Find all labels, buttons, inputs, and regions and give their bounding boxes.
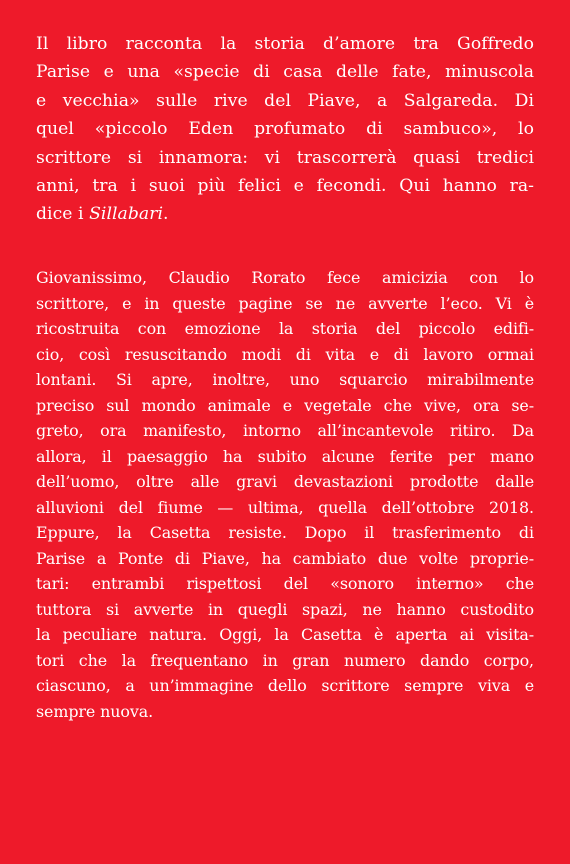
body-line: tuttora si avverte in quegli spazi, ne hanno custodito <box>36 599 534 619</box>
intro-last-line-suffix: . <box>163 204 169 225</box>
intro-line: quel «piccolo Eden profumato di sambuco», lo <box>36 119 534 140</box>
body-line: Giovanissimo, Claudio Rorato fece amicizia con lo <box>36 268 534 287</box>
body-line: allora, il paesaggio ha subito alcune ferite per mano <box>36 446 534 466</box>
intro-line: scrittore si innamora: vi trascorrerà quasi tredici <box>36 147 534 168</box>
intro-paragraph <box>36 30 534 229</box>
body-line: ciascuno, a un’immagine dello scrittore sempre viva e <box>36 676 534 695</box>
intro-line: e vecchia» sulle rive del Piave, a Salgareda. Di <box>36 90 534 111</box>
body-line: greto, ora manifesto, intorno all’incantevole ritiro. Da <box>36 421 534 440</box>
body-line: cio, così resuscitando modi di vita e di lavoro ormai <box>36 344 534 364</box>
intro-line: Il libro racconta la storia d’amore tra Goffredo <box>36 34 534 54</box>
body-line: la peculiare natura. Oggi, la Casetta è aperta ai visita- <box>36 625 534 644</box>
body-line: Eppure, la Casetta resiste. Dopo il trasferimento di <box>36 523 534 542</box>
body-last-line: sempre nuova. <box>36 701 154 721</box>
book-title-sillabari: Sillabari <box>89 204 164 225</box>
body-line: dell’uomo, oltre alle gravi devastazioni prodotte dalle <box>36 472 534 491</box>
body-line: tari: entrambi rispettosi del «sonoro interno» che <box>36 574 534 593</box>
body-paragraph <box>36 265 534 724</box>
intro-line: Parise e una «specie di casa delle fate, minuscola <box>36 62 534 83</box>
intro-last-line-prefix: dice i <box>36 204 90 225</box>
body-line: ricostruita con emozione la storia del piccolo edifi- <box>36 319 534 338</box>
body-line: scrittore, e in queste pagine se ne avverte l’eco. Vi è <box>36 293 534 313</box>
body-line: tori che la frequentano in gran numero dando corpo, <box>36 650 534 670</box>
body-line: preciso sul mondo animale e vegetale che vive, ora se- <box>36 395 534 415</box>
body-line: alluvioni del fiume — ultima, quella dell’ottobre 2018. <box>36 497 534 517</box>
intro-line: anni, tra i suoi più felici e fecondi. Qui hanno ra- <box>36 176 534 197</box>
body-line: Parise a Ponte di Piave, ha cambiato due volte proprie- <box>36 548 534 568</box>
intro-last-line <box>36 200 534 228</box>
body-line: lontani. Si apre, inoltre, uno squarcio mirabilmente <box>36 370 534 389</box>
